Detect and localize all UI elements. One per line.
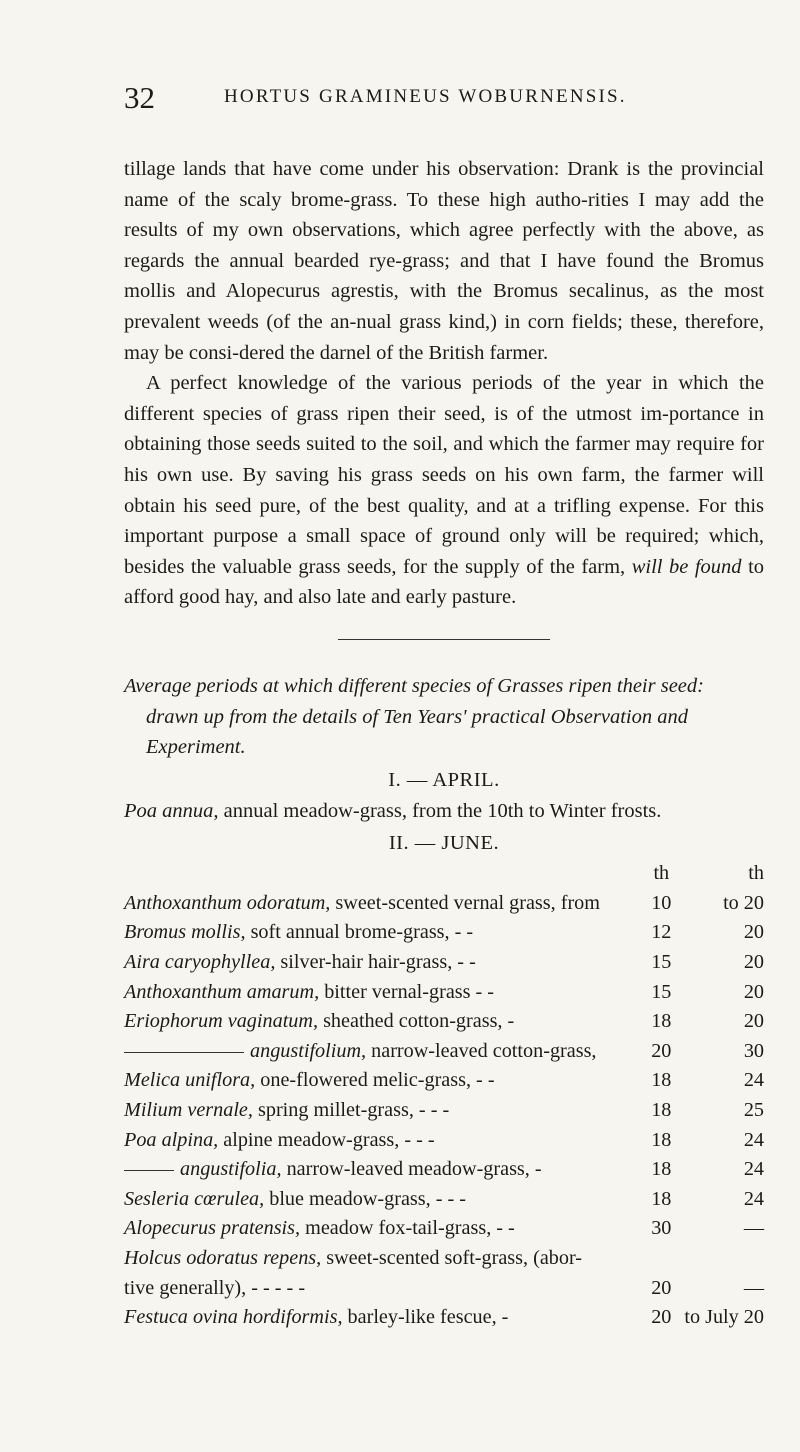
species-latin: Poa alpina, — [124, 1128, 219, 1151]
table-row — [124, 1274, 764, 1304]
april-entry — [124, 796, 764, 827]
from-day: 20 — [651, 1039, 672, 1062]
table-title — [124, 671, 764, 763]
species-cell — [124, 1244, 638, 1274]
species-cell — [124, 948, 638, 978]
species-latin: Anthoxanthum odoratum, — [124, 891, 331, 914]
species-common: spring millet-grass, - - - — [258, 1099, 450, 1122]
table-row — [124, 1185, 764, 1215]
june-heading: II. — JUNE. — [388, 832, 500, 855]
april-text: annual meadow-grass, from the 10th to Winter frosts. — [223, 799, 662, 822]
from-day: 15 — [651, 951, 672, 974]
june-table — [124, 859, 764, 1333]
species-cell — [124, 1066, 638, 1096]
to-day: 25 — [743, 1099, 764, 1122]
species-common: narrow-leaved meadow-grass, - — [286, 1158, 542, 1181]
species-cell — [124, 1155, 638, 1185]
species-latin: Eriophorum vaginatum, — [124, 1010, 319, 1033]
from-day: 18 — [651, 1069, 672, 1092]
species-common: silver-hair hair-grass, - - — [280, 951, 476, 974]
species-common: alpine meadow-grass, - - - — [223, 1128, 435, 1151]
species-latin: Sesleria cœrulea, — [124, 1187, 265, 1210]
species-cell — [124, 1096, 638, 1126]
from-day: 18 — [651, 1158, 672, 1181]
table-row — [124, 889, 764, 919]
species-cell — [124, 1126, 638, 1156]
to-day — [684, 1244, 764, 1274]
to-day: — — [743, 1217, 764, 1240]
species-latin: Bromus mollis, — [124, 921, 246, 944]
page-body — [124, 154, 764, 1333]
species-cell — [124, 1007, 638, 1037]
species-latin: angustifolium, — [250, 1039, 367, 1062]
to-day: to 20 — [723, 891, 764, 914]
from-day: 18 — [651, 1010, 672, 1033]
table-row — [124, 1037, 764, 1067]
species-cell — [124, 918, 638, 948]
species-latin: Alopecurus pratensis, — [124, 1217, 301, 1240]
from-day: 12 — [651, 921, 672, 944]
table-row — [124, 1096, 764, 1126]
species-latin: Aira caryophyllea, — [124, 951, 276, 974]
table-title-line-2: drawn up from the details of Ten Years' practical Observation and Experiment. — [146, 705, 688, 759]
table-row — [124, 1244, 764, 1274]
to-day: 24 — [743, 1128, 764, 1151]
species-latin: Melica uniflora, — [124, 1069, 256, 1092]
paragraph-1: tillage lands that have come under his observation: Drank is the provincial name of the scaly brome-grass. To these high autho-rities I may add the results of my own observations, which agree perfectly with the above, as regards the annual bearded rye-grass; and that I have found the Bromus mollis and Alopecurus agrestis, with the Bromus secalinus, as the most prevalent weeds (of the an-nual grass kind,) in corn fields; these, therefore, may be consi-dered the darnel of the British farmer. — [124, 158, 764, 364]
from-day: 15 — [651, 980, 672, 1003]
table-row — [124, 1155, 764, 1185]
from-day: 30 — [651, 1217, 672, 1240]
table-row — [124, 948, 764, 978]
species-common: blue meadow-grass, - - - — [269, 1187, 466, 1210]
from-day: 20 — [651, 1306, 672, 1329]
species-cell — [124, 889, 638, 919]
to-day: 24 — [743, 1069, 764, 1092]
from-day — [638, 1244, 684, 1274]
to-day: 20 — [743, 921, 764, 944]
species-common: meadow fox-tail-grass, - - — [305, 1217, 515, 1240]
from-day: 20 — [651, 1276, 672, 1299]
species-cell — [124, 1214, 638, 1244]
to-day: 24 — [743, 1158, 764, 1181]
ordinal-header-blank — [124, 859, 638, 889]
species-common: sweet-scented soft-grass, (abor- — [326, 1247, 583, 1269]
species-latin: Holcus odoratus repens, — [124, 1247, 322, 1269]
paragraph-2-text-a: A perfect knowledge of the various periods of the year in which the different species of grass ripen their seed, is of the utmost im-portance in obtaining those seeds suited to the soil, and which the farmer may require for his own use. By saving his grass seeds on his own farm, the farmer will obtain his seed pure, of the best quality, and at a trifling expense. For this important purpose a small space of ground only will be required; which, besides the valuable grass seeds, for the supply of the farm, — [124, 372, 764, 578]
to-day: 20 — [743, 980, 764, 1003]
species-common: bitter vernal-grass - - — [324, 980, 495, 1003]
species-common: sweet-scented vernal grass, from — [335, 891, 600, 914]
species-cell — [124, 1274, 638, 1304]
april-heading: I. — APRIL. — [388, 768, 500, 791]
to-day: 20 — [743, 951, 764, 974]
ordinal-to: th — [748, 862, 764, 885]
to-day: — — [743, 1276, 764, 1299]
ordinal-from: th — [653, 862, 670, 885]
section-divider — [338, 639, 550, 640]
species-latin: Festuca ovina hordiformis, — [124, 1306, 343, 1329]
to-day: to July 20 — [684, 1306, 764, 1329]
paragraph-2-text-b: to afford good hay, and also late and early pasture. — [124, 555, 765, 609]
from-day: 10 — [651, 891, 672, 914]
from-day: 18 — [651, 1128, 672, 1151]
ditto-rule — [124, 1052, 244, 1053]
species-common: barley-like fescue, - — [347, 1306, 509, 1329]
from-day: 18 — [651, 1099, 672, 1122]
ditto-rule — [124, 1170, 174, 1171]
species-latin: angustifolia, — [180, 1158, 282, 1181]
species-cell — [124, 978, 638, 1008]
to-day: 30 — [743, 1039, 764, 1062]
from-day: 18 — [651, 1187, 672, 1210]
paragraph-2 — [124, 368, 764, 613]
table-row — [124, 1126, 764, 1156]
to-day: 20 — [743, 1010, 764, 1033]
running-title: HORTUS GRAMINEUS WOBURNENSIS. — [224, 86, 627, 107]
table-row — [124, 918, 764, 948]
species-common: sheathed cotton-grass, - — [323, 1010, 515, 1033]
species-common: soft annual brome-grass, - - — [250, 921, 474, 944]
table-row — [124, 1214, 764, 1244]
table-title-line-1: Average periods at which different species of Grasses ripen their seed: — [124, 674, 704, 697]
species-cell — [124, 1037, 638, 1067]
paragraph-2-italic: will be found — [631, 555, 742, 578]
table-row — [124, 1066, 764, 1096]
species-latin: Milium vernale, — [124, 1099, 253, 1122]
table-row — [124, 978, 764, 1008]
to-day: 24 — [743, 1187, 764, 1210]
page-number: 32 — [124, 80, 155, 115]
species-latin: Anthoxanthum amarum, — [124, 980, 320, 1003]
species-common: narrow-leaved cotton-grass, — [371, 1039, 597, 1062]
page-header — [124, 80, 764, 120]
table-row — [124, 1007, 764, 1037]
species-common: tive generally), - - - - - — [124, 1276, 306, 1299]
species-common: one-flowered melic-grass, - - — [260, 1069, 495, 1092]
species-cell — [124, 1185, 638, 1215]
table-row — [124, 1303, 764, 1333]
april-species: Poa annua, — [124, 799, 219, 822]
ordinal-header-row — [124, 859, 764, 889]
species-cell — [124, 1303, 638, 1333]
